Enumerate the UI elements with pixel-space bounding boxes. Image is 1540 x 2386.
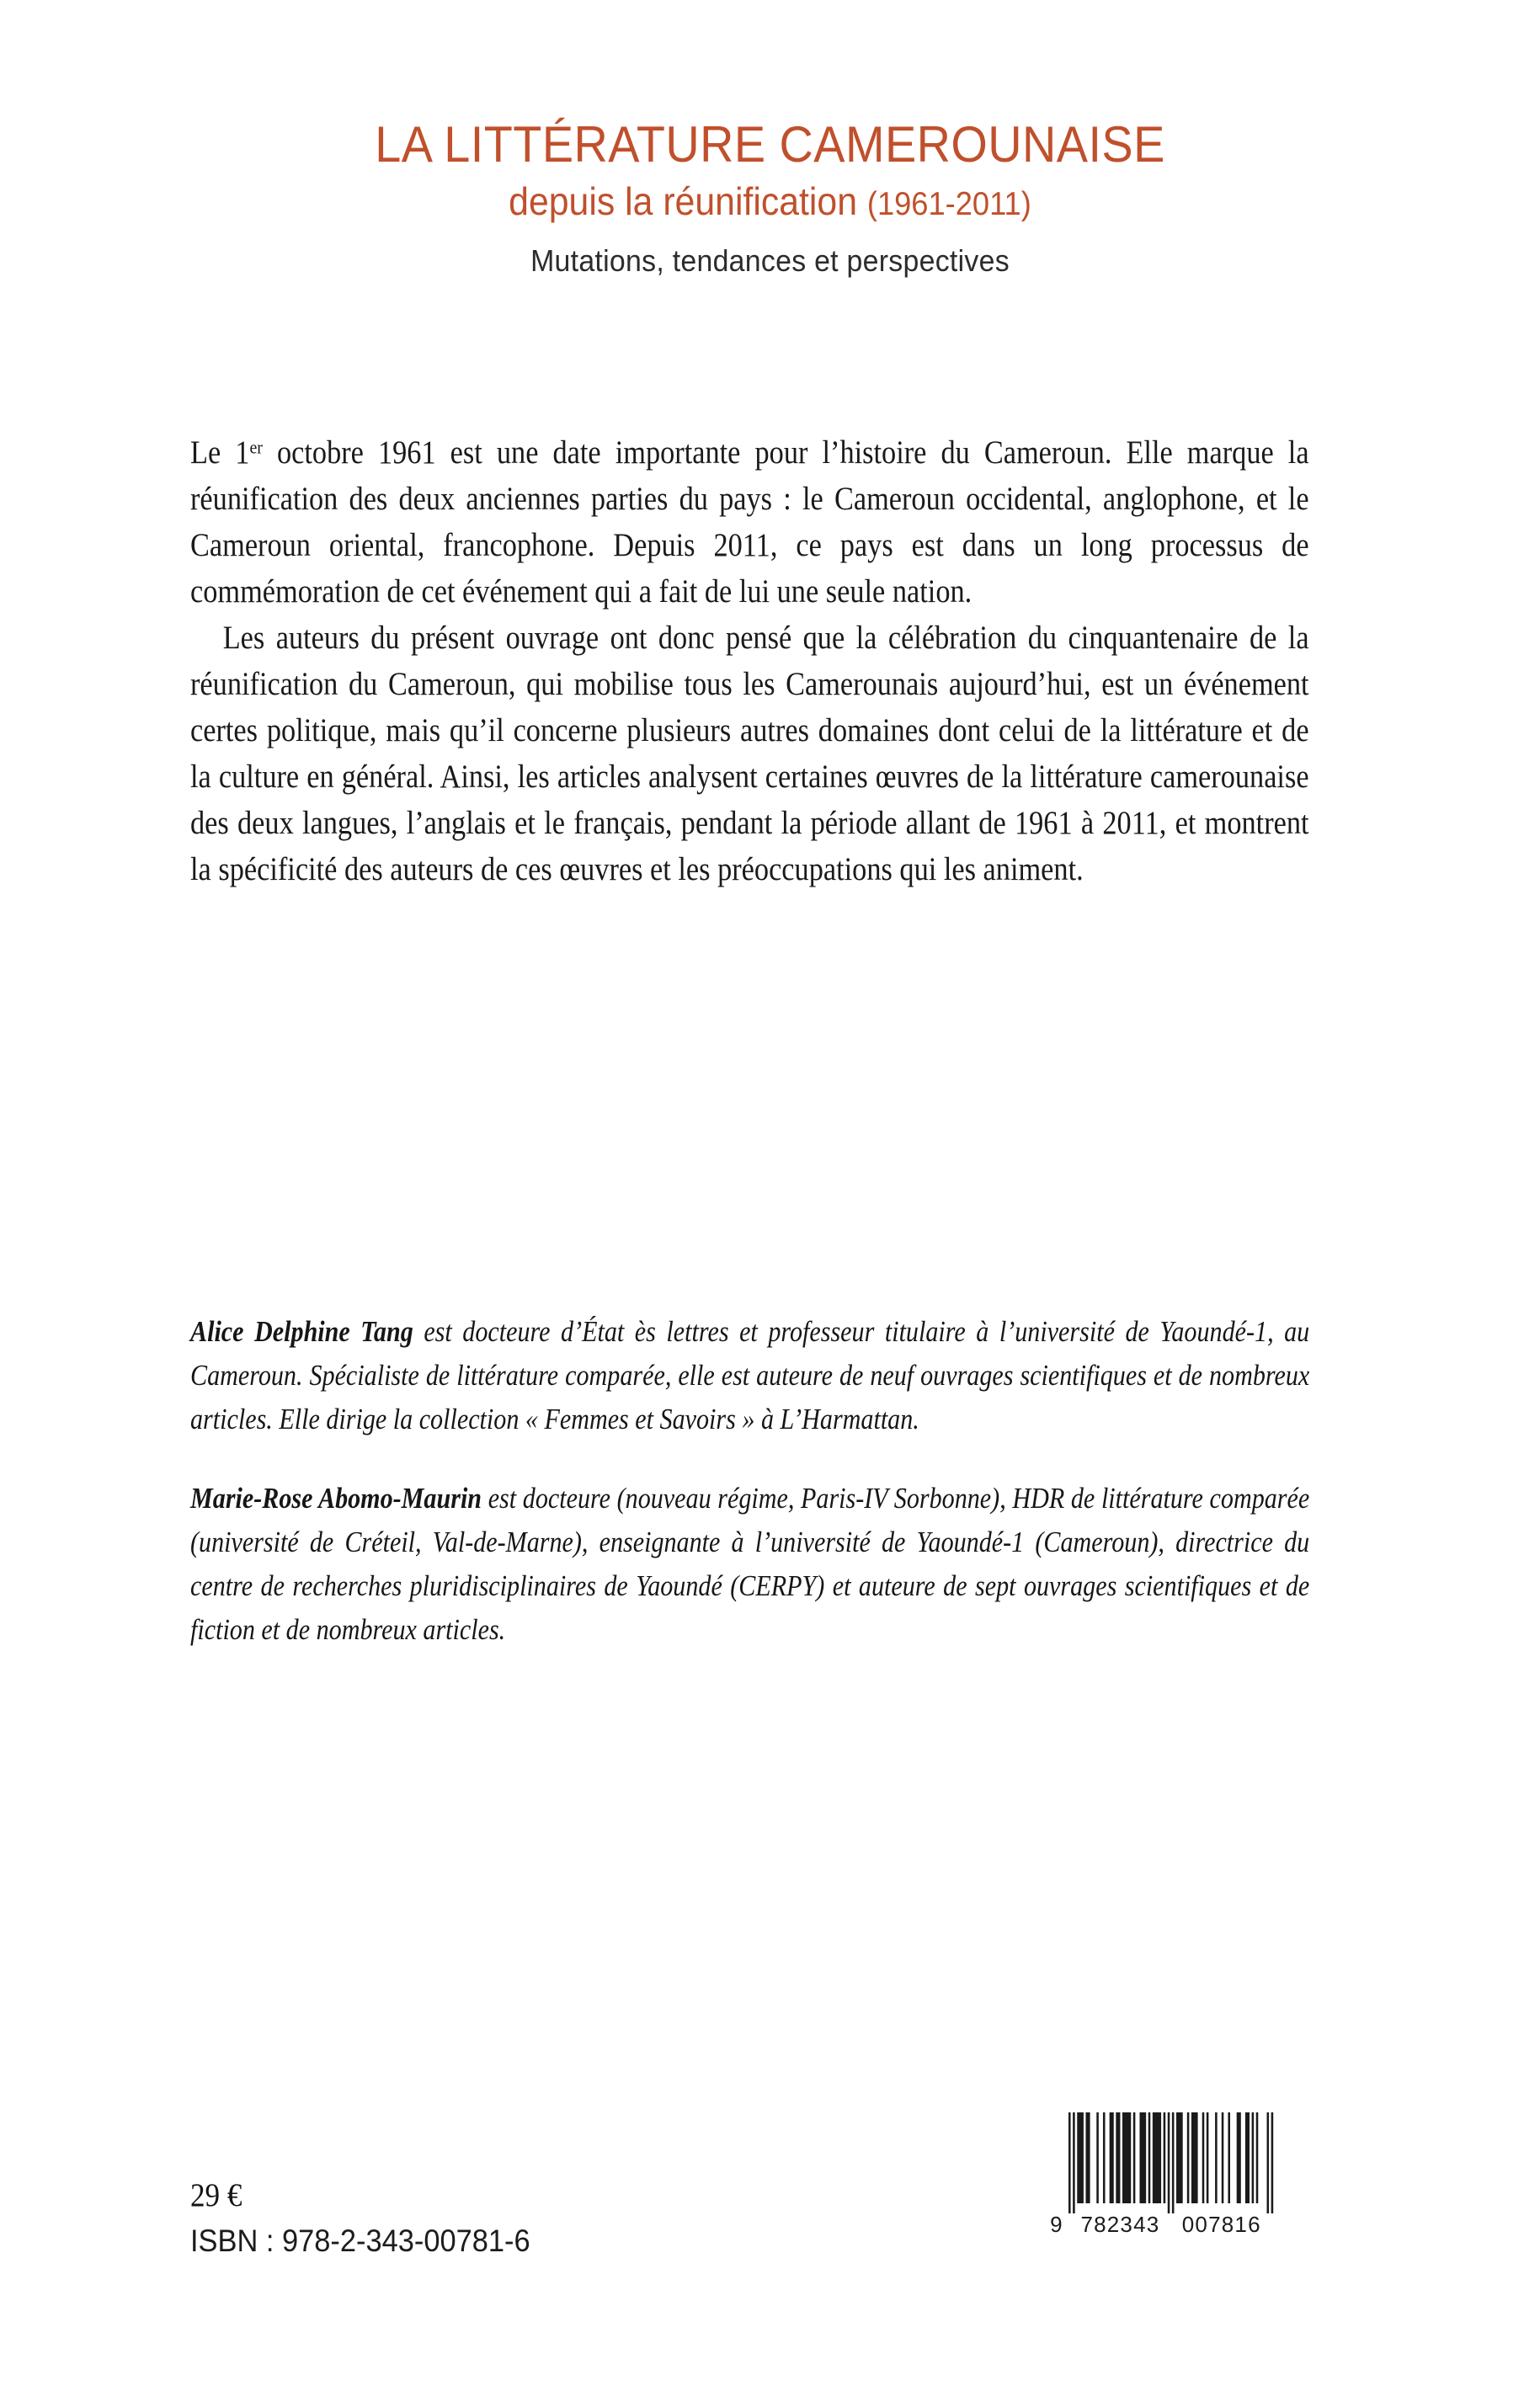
author-bios-section xyxy=(190,1310,1309,1687)
book-subtitle xyxy=(54,178,1486,224)
blurb-paragraph-1 xyxy=(190,429,1309,615)
blurb-section xyxy=(190,429,1309,892)
author-name: Alice Delphine Tang xyxy=(190,1315,413,1348)
author-name: Marie-Rose Abomo-Maurin xyxy=(190,1482,482,1515)
author-bio-text: est docteure (nouveau régime, Paris-IV Sorbonne), HDR de littérature comparée (université de Créteil, Val-de-Marne), enseignante à l’université de Yaoundé-1 (Cameroun), directrice du centre de recherches pluridisciplinaires de Yaoundé (CERPY) et auteure de sept ouvrages scientifiques et de fiction et de nombreux articles. xyxy=(190,1482,1310,1646)
svg-text:9: 9 xyxy=(1050,2212,1063,2237)
book-subtitle-text: depuis la réunification xyxy=(509,178,867,223)
barcode-icon xyxy=(1047,2102,1298,2245)
svg-text:007816: 007816 xyxy=(1181,2212,1261,2237)
page-title: LA LITTÉRATURE CAMEROUNAISE xyxy=(375,116,1165,173)
author-bio-text: est docteure d’État ès lettres et professeur titulaire à l’université de Yaoundé-1, au Cameroun. Spécialiste de littérature comparée, elle est auteure de neuf ouvrages scientifiques et de nombreux articles. Elle dirige la collection « Femmes et Savoirs » à L’Harmattan. xyxy=(190,1315,1310,1435)
price-label: 29 € xyxy=(190,2177,242,2213)
author-bio xyxy=(190,1310,1309,1441)
blurb-paragraph-1-body: octobre 1961 est une date importante pour l’histoire du Cameroun. Elle marque la réunification des deux anciennes parties du pays : le Cameroun occidental, anglophone, et le Cameroun oriental, francophone. Depuis 2011, ce pays est dans un long processus de commémoration de cet événement qui a fait de lui une seule nation. xyxy=(190,434,1309,610)
author-bio xyxy=(190,1477,1309,1652)
book-tagline: Mutations, tendances et perspectives xyxy=(530,242,1010,278)
title-block xyxy=(0,118,1540,279)
isbn-label: ISBN : 978-2-343-00781-6 xyxy=(190,2224,530,2258)
barcode xyxy=(1047,2102,1298,2245)
blurb-paragraph-2: Les auteurs du présent ouvrage ont donc pensé que la célébration du cinquantenaire de la réunification du Cameroun, qui mobilise tous les Camerounais aujourd’hui, est un événement certes politique, mais qu’il concerne plusieurs autres domaines dont celui de la littérature et de la culture en général. Ainsi, les articles analysent certaines œuvres de la littérature camerounaise des deux langues, l’anglais et le français, pendant la période allant de 1961 à 2011, et montrent la spécificité des auteurs de ces œuvres et les préoccupations qui les animent. xyxy=(190,620,1309,887)
svg-text:782343: 782343 xyxy=(1080,2212,1160,2237)
footer-left xyxy=(190,2176,556,2261)
blurb-paragraph-1-lead: Le 1 xyxy=(190,434,250,471)
ordinal-suffix: er xyxy=(249,436,263,458)
book-subtitle-years: (1961-2011) xyxy=(866,185,1031,222)
